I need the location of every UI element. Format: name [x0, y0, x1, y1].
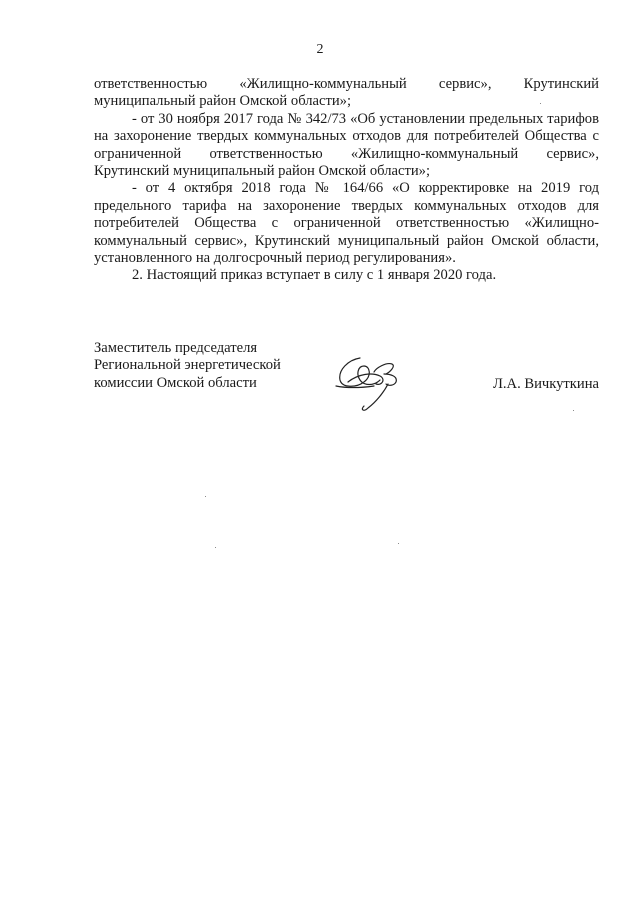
paragraph-continuation: ответственностью «Жилищно-коммунальный сервис», Крутинский муниципальный район Омской области»;: [94, 76, 599, 110]
scan-speck: [215, 547, 216, 548]
paragraph-effective-date: 2. Настоящий приказ вступает в силу с 1 января 2020 года.: [132, 267, 497, 284]
document-body: [94, 76, 599, 285]
scan-speck: [540, 103, 541, 104]
paragraph-order-164-66: - от 4 октября 2018 года № 164/66 «О корректировке на 2019 год предельного тарифа на захоронение твердых коммунальных отходов для потребителей Общества с ограниченной ответственностью «Жилищно-коммунальный сервис», Крутинский муниципальный район Омской области, установленного на долгосрочный период регулирования».: [94, 180, 599, 267]
scan-speck: [398, 543, 399, 544]
signatory-name: Л.А. Вичкуткина: [492, 376, 599, 392]
scan-speck: [205, 496, 206, 497]
page-number: 2: [316, 42, 324, 57]
signature-block: [94, 340, 599, 420]
signatory-title-line: Региональной энергетической: [94, 357, 281, 374]
paragraph-order-342-73: - от 30 ноября 2017 года № 342/73 «Об установлении предельных тарифов на захоронение твердых коммунальных отходов для потребителей Общества с ограниченной ответственностью «Жилищно-коммунальный сервис», Крутинский муниципальный район Омской области»;: [94, 110, 599, 180]
signatory-title: [94, 340, 281, 392]
scan-speck: [573, 410, 574, 411]
signatory-title-line: Заместитель председателя: [94, 340, 258, 356]
handwritten-signature: [330, 352, 410, 414]
signatory-title-line: комиссии Омской области: [94, 374, 257, 391]
